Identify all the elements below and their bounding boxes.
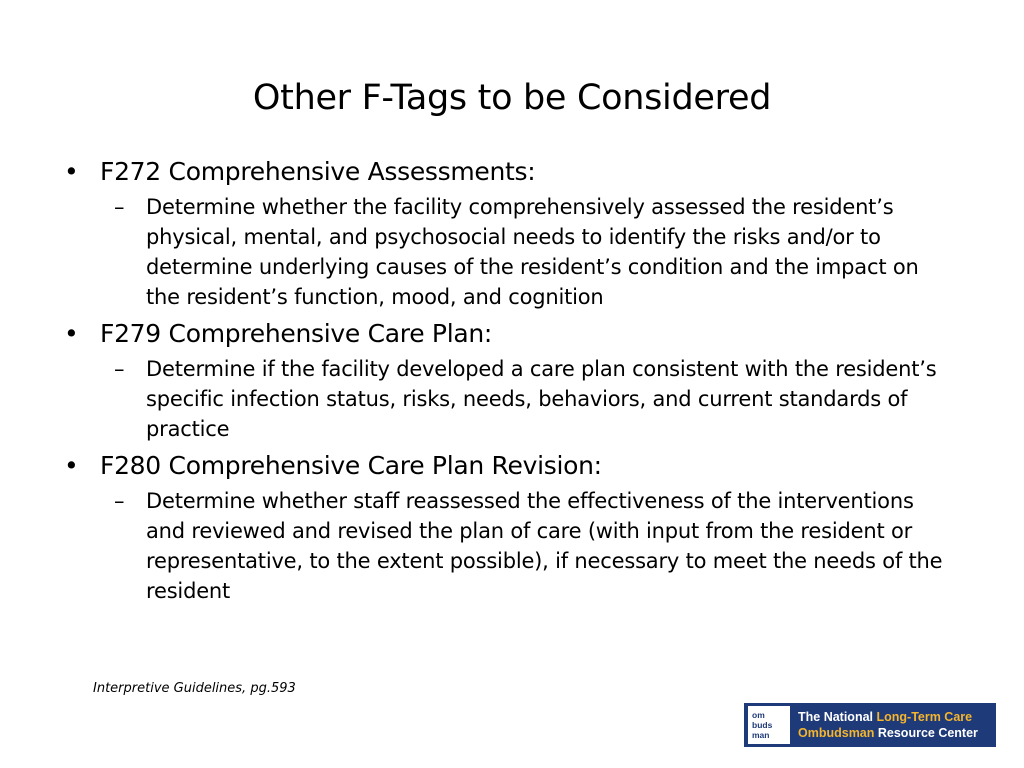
bullet-icon: • <box>64 157 79 186</box>
slide-content <box>60 156 960 612</box>
logo-text-part: The National <box>798 710 877 724</box>
sub-item-text: Determine whether staff reassessed the effectiveness of the interventions and reviewed and revised the plan of care (with input from the resident or representative, to the extent possible), if necessary to meet the needs of the resident <box>146 489 943 603</box>
bullet-icon: • <box>64 451 79 480</box>
dash-icon: – <box>114 357 125 381</box>
logo-text-accent: Ombudsman <box>798 726 875 740</box>
sub-item-text: Determine whether the facility comprehensively assessed the resident’s physical, mental, and psychosocial needs to identify the risks and/or to determine underlying causes of the resident’s condition and the impact on the resident’s function, mood, and cognition <box>146 195 919 309</box>
logo-mark-line: buds <box>752 720 773 730</box>
logo-wordmark <box>798 709 978 741</box>
logo-line-2 <box>798 725 978 741</box>
ombudsman-logo <box>744 703 996 747</box>
dash-icon: – <box>114 489 125 513</box>
bullet-heading: F280 Comprehensive Care Plan Revision: <box>100 451 602 480</box>
logo-text-part: Resource Center <box>874 726 978 740</box>
logo-text-accent: Long-Term Care <box>876 710 973 724</box>
logo-mark-line: man <box>752 730 770 740</box>
logo-line-1 <box>798 709 978 725</box>
bullet-item-f279 <box>60 318 960 350</box>
dash-icon: – <box>114 195 125 219</box>
bullet-heading: F279 Comprehensive Care Plan: <box>100 319 493 348</box>
slide-title: Other F-Tags to be Considered <box>252 78 772 118</box>
ombudsman-mark-icon <box>748 706 790 744</box>
sub-item-f280 <box>104 486 956 606</box>
bullet-icon: • <box>64 319 79 348</box>
sub-item-f279 <box>104 354 956 444</box>
citation-text: Interpretive Guidelines, pg.593 <box>93 681 296 696</box>
bullet-item-f280 <box>60 450 960 482</box>
sub-item-text: Determine if the facility developed a care plan consistent with the resident’s specific infection status, risks, needs, behaviors, and current standards of practice <box>146 357 937 441</box>
bullet-heading: F272 Comprehensive Assessments: <box>100 157 536 186</box>
bullet-item-f272 <box>60 156 960 188</box>
sub-item-f272 <box>104 192 956 312</box>
logo-mark-line: om <box>752 710 765 720</box>
